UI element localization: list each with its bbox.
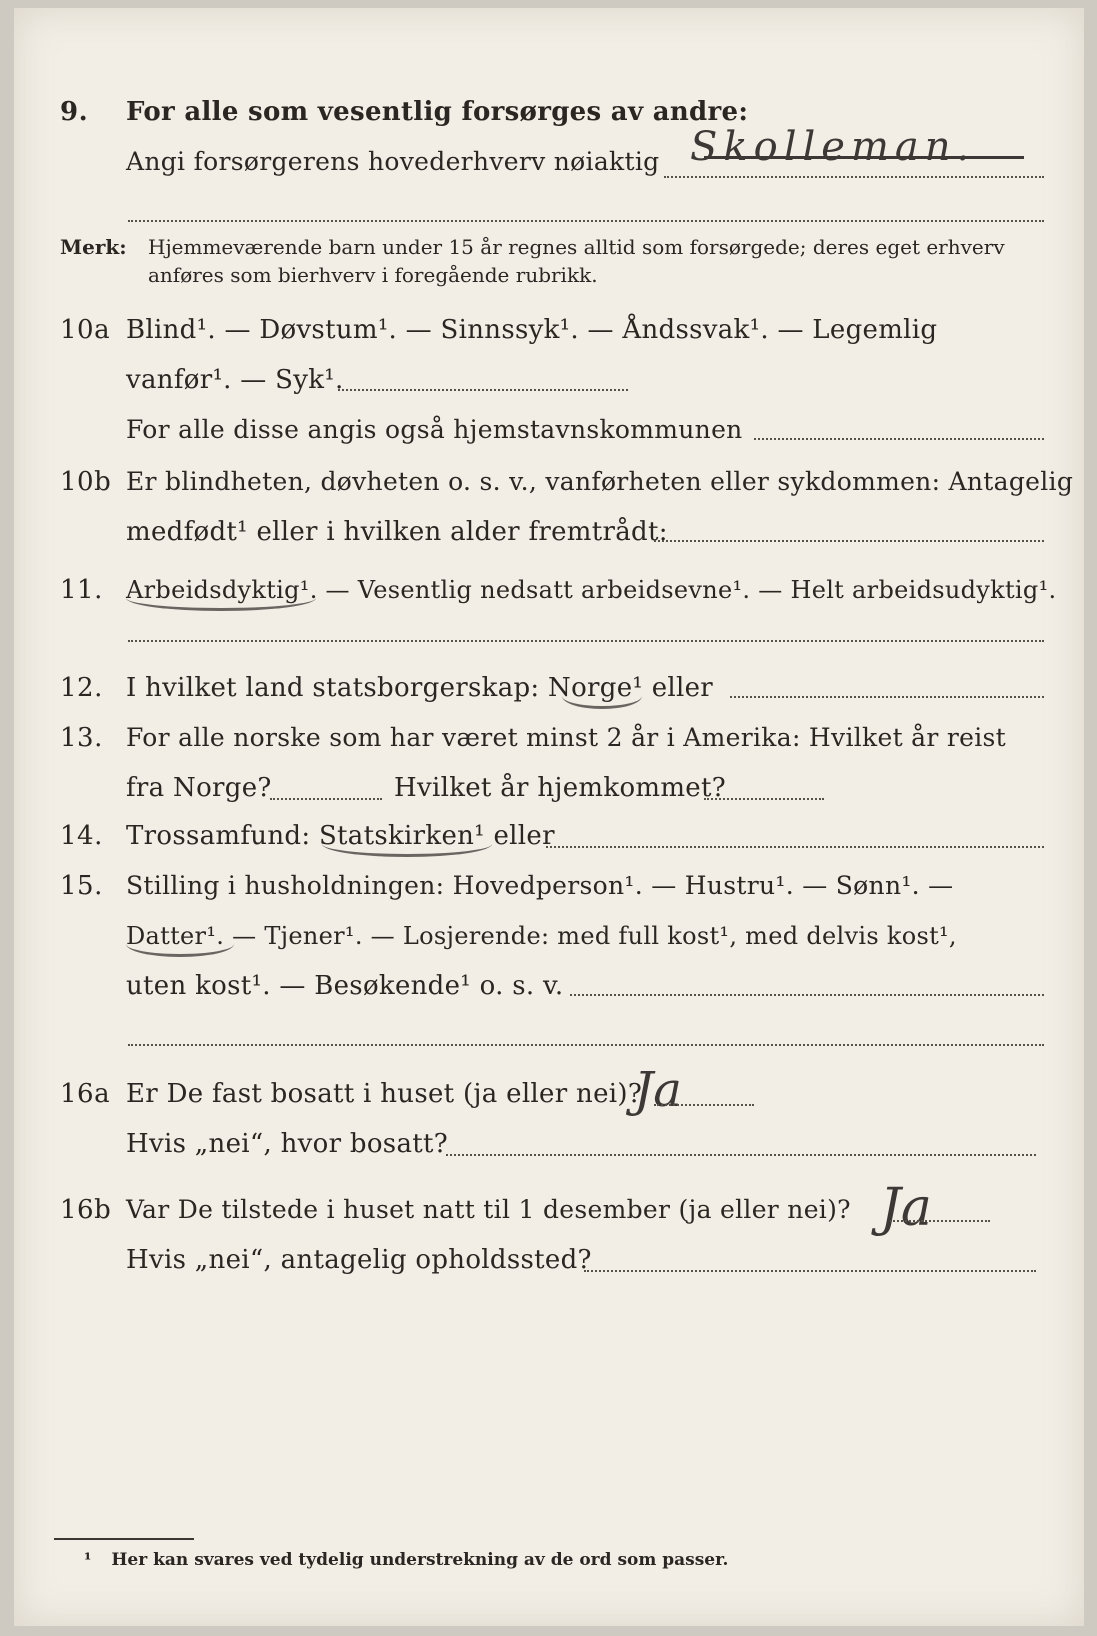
question-text: For alle norske som har været minst 2 år i Amerika: Hvilket år reist: [126, 723, 1007, 752]
answer-line: [890, 1220, 990, 1222]
question-text: Angi forsørgerens hovederhverv nøiaktig: [126, 147, 660, 176]
answer-line: [664, 176, 1044, 178]
note-text: anføres som bierhverv i foregående rubrikk.: [148, 263, 598, 287]
question-number: 16b: [60, 1195, 112, 1225]
question-text: Er De fast bosatt i huset (ja eller nei)?: [126, 1079, 643, 1109]
answer-line: [654, 540, 1044, 542]
question-text: Hvis „nei“, antagelig opholdssted?: [126, 1245, 592, 1275]
question-10a-line2: [14, 360, 1084, 400]
answer-line: [446, 1154, 1036, 1156]
question-text: I hvilket land statsborgerskap: Norge¹ eller: [126, 673, 714, 703]
question-15: [14, 866, 1084, 906]
handwritten-answer: Ja: [880, 1178, 932, 1238]
question-number: 12.: [60, 673, 103, 703]
question-text: vanfør¹. — Syk¹.: [126, 365, 344, 395]
answer-line: [128, 1044, 1044, 1046]
question-13: [14, 718, 1084, 758]
question-text: Blind¹. — Døvstum¹. — Sinnssyk¹. — Åndssvak¹. — Legemlig: [126, 315, 938, 345]
answer-line: [338, 389, 628, 391]
question-text: fra Norge?: [126, 773, 272, 803]
answer-line: [704, 798, 824, 800]
form-page: [14, 8, 1084, 1626]
question-text: Trossamfund: Statskirken¹ eller: [126, 821, 555, 851]
question-10a: [14, 310, 1084, 350]
question-text: For alle disse angis også hjemstavnskommunen: [126, 415, 743, 444]
question-16a: [14, 1074, 1084, 1114]
handwritten-answer: Skolleman.: [690, 124, 976, 170]
footnote-rule: [54, 1538, 194, 1540]
question-14: [14, 816, 1084, 856]
question-12: [14, 668, 1084, 708]
question-text: Var De tilstede i huset natt til 1 desember (ja eller nei)?: [126, 1195, 851, 1224]
note-text: Hjemmeværende barn under 15 år regnes alltid som forsørgede; deres eget erhverv: [148, 235, 1005, 259]
footnote: [84, 1550, 728, 1570]
question-number: 10b: [60, 467, 112, 497]
separator-line: [128, 220, 1044, 222]
answer-line: [546, 846, 1044, 848]
question-number: 9.: [60, 97, 89, 127]
question-number: 11.: [60, 575, 103, 605]
note-label: Merk:: [60, 235, 127, 259]
answer-line: [730, 696, 1044, 698]
answer-line: [570, 994, 1044, 996]
question-text: Arbeidsdyktig¹. — Vesentlig nedsatt arbeidsevne¹. — Helt arbeidsudyktig¹.: [126, 576, 1057, 604]
question-text: Er blindheten, døvheten o. s. v., vanførheten eller sykdommen: Antagelig: [126, 467, 1074, 496]
question-10b-line2: [14, 512, 1084, 552]
answer-line: [584, 1270, 1036, 1272]
question-number: 16a: [60, 1079, 111, 1109]
question-10a-line3: [14, 410, 1084, 450]
question-number: 14.: [60, 821, 103, 851]
question-13-line2: [14, 768, 1084, 808]
answer-line: [270, 798, 382, 800]
question-text: Datter¹. — Tjener¹. — Losjerende: med full kost¹, med delvis kost¹,: [126, 922, 957, 950]
handwritten-answer: Ja: [634, 1062, 682, 1118]
question-16a-line2: [14, 1124, 1084, 1164]
question-16b-line2: [14, 1240, 1084, 1280]
answer-line: [654, 1104, 754, 1106]
note-line2: [14, 260, 1084, 290]
answer-line: [128, 640, 1044, 642]
question-text: Hvis „nei“, hvor bosatt?: [126, 1129, 448, 1159]
question-number: 15.: [60, 871, 103, 901]
answer-line: [754, 438, 1044, 440]
question-number: 10a: [60, 315, 111, 345]
question-number: 13.: [60, 723, 103, 753]
footnote-text: Her kan svares ved tydelig understrekning av de ord som passer.: [111, 1550, 729, 1570]
question-10b: [14, 462, 1084, 502]
question-text: medfødt¹ eller i hvilken alder fremtrådt:: [126, 517, 668, 547]
question-text: Stilling i husholdningen: Hovedperson¹. — Hustru¹. — Sønn¹. —: [126, 871, 954, 900]
question-15-line3: [14, 966, 1084, 1006]
strike-through-line: [704, 156, 1024, 159]
question-text: uten kost¹. — Besøkende¹ o. s. v.: [126, 971, 564, 1001]
note: [14, 232, 1084, 262]
question-text: For alle som vesentlig forsørges av andre:: [126, 97, 749, 127]
footnote-mark: ¹: [84, 1550, 92, 1570]
question-text: Hvilket år hjemkommet?: [394, 773, 726, 803]
